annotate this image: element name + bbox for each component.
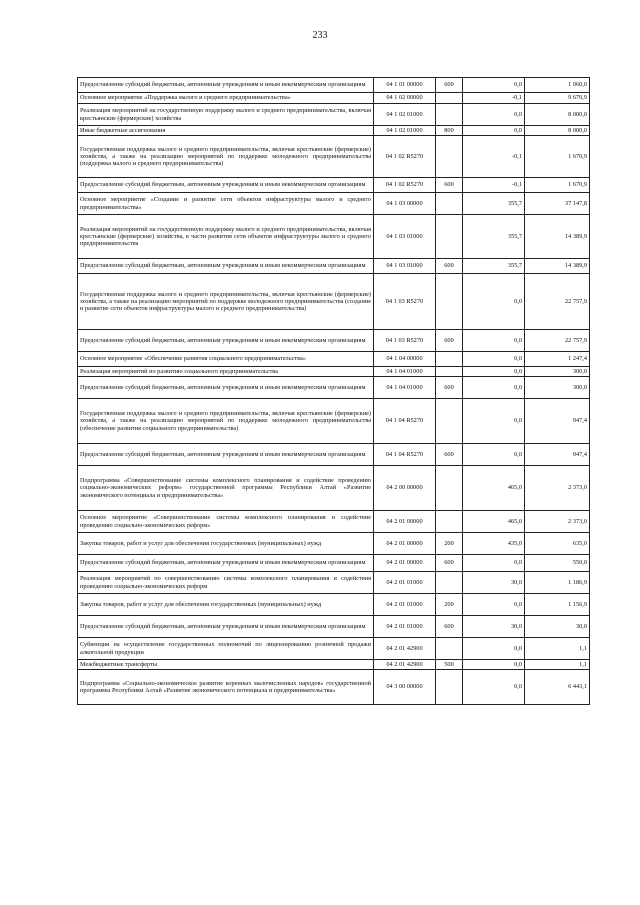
row-expense-type: 800 (436, 126, 463, 136)
row-description: Предоставление субсидий бюджетным, автономным учреждениям и иным некоммерческим организациям (78, 444, 374, 466)
row-change-amount: 355,7 (463, 215, 525, 259)
row-description: Закупка товаров, работ и услуг для обеспечения государственных (муниципальных) нужд (78, 533, 374, 555)
row-change-amount: 0,0 (463, 555, 525, 572)
row-total-amount: 1 060,0 (525, 78, 590, 93)
row-target-code: 04 3 00 00000 (374, 670, 436, 705)
table-row (78, 638, 590, 660)
table-row (78, 399, 590, 444)
table-row (78, 136, 590, 178)
table-row (78, 193, 590, 215)
row-expense-type: 600 (436, 555, 463, 572)
table-row (78, 215, 590, 259)
table-row (78, 444, 590, 466)
row-target-code: 04 1 04 01000 (374, 377, 436, 399)
row-total-amount: 9 670,9 (525, 93, 590, 104)
row-target-code: 04 2 01 01000 (374, 572, 436, 594)
row-description: Реализация мероприятий на государственную поддержку малого и среднего предпринимательства, включая крестьянские (фермерские) хозяйства (78, 104, 374, 126)
row-description: Государственная поддержка малого и среднего предпринимательства, включая крестьянские (фермерские) хозяйства, а также на реализацию мероприятий по поддержке молодежного предпринимательства (обеспечение развития социального предпринимательства) (78, 399, 374, 444)
row-total-amount: 8 000,0 (525, 126, 590, 136)
row-description: Межбюджетные трансферты (78, 660, 374, 670)
row-description: Предоставление субсидий бюджетным, автономным учреждениям и иным некоммерческим организациям (78, 178, 374, 193)
row-change-amount: 0,0 (463, 126, 525, 136)
row-change-amount: 465,0 (463, 511, 525, 533)
row-target-code: 04 1 02 01000 (374, 126, 436, 136)
budget-table-body (78, 78, 590, 705)
row-total-amount: 14 389,9 (525, 215, 590, 259)
row-change-amount: -0,1 (463, 178, 525, 193)
table-row (78, 670, 590, 705)
row-target-code: 04 1 02 00000 (374, 93, 436, 104)
row-target-code: 04 2 01 42900 (374, 660, 436, 670)
table-row (78, 511, 590, 533)
row-expense-type (436, 215, 463, 259)
row-total-amount: 2 373,0 (525, 466, 590, 511)
row-expense-type (436, 399, 463, 444)
row-total-amount: 635,0 (525, 533, 590, 555)
row-target-code: 04 1 02 R5270 (374, 136, 436, 178)
table-row (78, 104, 590, 126)
row-description: Реализация мероприятий на государственную поддержку малого и среднего предпринимательства, включая крестьянские (фермерские) хозяйства, в части развития сети объектов инфраструктуры малого и среднего предпринимательства (78, 215, 374, 259)
row-expense-type: 200 (436, 533, 463, 555)
row-total-amount: 300,0 (525, 367, 590, 377)
table-row (78, 274, 590, 330)
table-row (78, 126, 590, 136)
row-change-amount: -0,1 (463, 93, 525, 104)
row-target-code: 04 1 02 01000 (374, 104, 436, 126)
row-description: Основное мероприятие «Обеспечение развития социального предпринимательства» (78, 352, 374, 367)
row-change-amount: 0,0 (463, 660, 525, 670)
table-row (78, 93, 590, 104)
row-change-amount: 0,0 (463, 274, 525, 330)
row-total-amount: 300,0 (525, 377, 590, 399)
row-target-code: 04 1 03 01000 (374, 259, 436, 274)
row-expense-type: 600 (436, 330, 463, 352)
row-total-amount: 1 247,4 (525, 352, 590, 367)
table-row (78, 533, 590, 555)
row-description: Иные бюджетные ассигнования (78, 126, 374, 136)
row-description: Предоставление субсидий бюджетным, автономным учреждениям и иным некоммерческим организациям (78, 330, 374, 352)
row-expense-type: 500 (436, 660, 463, 670)
table-row (78, 330, 590, 352)
row-expense-type (436, 193, 463, 215)
table-row (78, 259, 590, 274)
row-expense-type: 200 (436, 594, 463, 616)
row-change-amount: 0,0 (463, 377, 525, 399)
row-description: Субвенции на осуществление государственных полномочий по лицензированию розничной продажи алкогольной продукции (78, 638, 374, 660)
row-change-amount: 0,0 (463, 104, 525, 126)
table-row (78, 660, 590, 670)
row-description: Реализация мероприятий по совершенствованию системы комплексного планирования и содействия проведению социально-экономических реформ (78, 572, 374, 594)
row-expense-type: 600 (436, 259, 463, 274)
row-total-amount: 1,1 (525, 638, 590, 660)
row-expense-type: 600 (436, 616, 463, 638)
row-total-amount: 1,1 (525, 660, 590, 670)
row-target-code: 04 1 04 R5270 (374, 444, 436, 466)
row-expense-type (436, 511, 463, 533)
row-description: Закупка товаров, работ и услуг для обеспечения государственных (муниципальных) нужд (78, 594, 374, 616)
row-target-code: 04 2 01 00000 (374, 511, 436, 533)
row-expense-type: 600 (436, 178, 463, 193)
row-description: Подпрограмма «Совершенствование системы комплексного планирования и содействие проведению социально-экономических реформ» государственной программы Республики Алтай «Развитие экономического потенциала и предпринимательства» (78, 466, 374, 511)
row-change-amount: 0,0 (463, 352, 525, 367)
row-change-amount: 30,0 (463, 572, 525, 594)
row-target-code: 04 1 04 R5270 (374, 399, 436, 444)
row-change-amount: 355,7 (463, 193, 525, 215)
row-total-amount: 550,0 (525, 555, 590, 572)
row-change-amount: 435,0 (463, 533, 525, 555)
row-total-amount: 37 147,8 (525, 193, 590, 215)
row-total-amount: 14 389,9 (525, 259, 590, 274)
table-row (78, 178, 590, 193)
row-description: Основное мероприятие «Создание и развитие сети объектов инфраструктуры малого и среднего предпринимательства» (78, 193, 374, 215)
row-total-amount: 1 186,9 (525, 572, 590, 594)
row-target-code: 04 1 01 00000 (374, 78, 436, 93)
row-change-amount: 0,0 (463, 638, 525, 660)
row-total-amount: 22 757,9 (525, 330, 590, 352)
row-description: Предоставление субсидий бюджетным, автономным учреждениям и иным некоммерческим организациям (78, 259, 374, 274)
budget-table (77, 77, 590, 705)
row-total-amount: 2 373,0 (525, 511, 590, 533)
row-expense-type: 600 (436, 78, 463, 93)
row-target-code: 04 2 01 00000 (374, 533, 436, 555)
table-row (78, 555, 590, 572)
row-total-amount: 1 156,9 (525, 594, 590, 616)
row-total-amount: 8 000,0 (525, 104, 590, 126)
row-description: Предоставление субсидий бюджетным, автономным учреждениям и иным некоммерческим организациям (78, 78, 374, 93)
row-description: Предоставление субсидий бюджетным, автономным учреждениям и иным некоммерческим организациям (78, 616, 374, 638)
row-target-code: 04 1 03 R5270 (374, 274, 436, 330)
row-target-code: 04 2 01 01000 (374, 616, 436, 638)
row-total-amount: 1 670,9 (525, 136, 590, 178)
row-target-code: 04 1 03 R5270 (374, 330, 436, 352)
row-target-code: 04 1 03 01000 (374, 215, 436, 259)
row-description: Государственная поддержка малого и среднего предпринимательства, включая крестьянские (фермерские) хозяйства, а также на реализацию мероприятий по поддержке молодежного предпринимательства (поддержка малого и среднего предпринимательства) (78, 136, 374, 178)
row-expense-type: 600 (436, 377, 463, 399)
row-total-amount: 947,4 (525, 399, 590, 444)
row-expense-type: 600 (436, 444, 463, 466)
table-row (78, 78, 590, 93)
row-total-amount: 22 757,9 (525, 274, 590, 330)
row-change-amount: 0,0 (463, 444, 525, 466)
row-expense-type (436, 466, 463, 511)
row-change-amount: 0,0 (463, 367, 525, 377)
row-target-code: 04 2 00 00000 (374, 466, 436, 511)
row-expense-type (436, 136, 463, 178)
row-change-amount: 30,0 (463, 616, 525, 638)
row-expense-type (436, 572, 463, 594)
row-change-amount: 0,0 (463, 670, 525, 705)
row-change-amount: -0,1 (463, 136, 525, 178)
row-target-code: 04 1 04 00000 (374, 352, 436, 367)
row-change-amount: 0,0 (463, 330, 525, 352)
row-target-code: 04 1 02 R5270 (374, 178, 436, 193)
table-row (78, 352, 590, 367)
row-change-amount: 0,0 (463, 399, 525, 444)
row-description: Государственная поддержка малого и среднего предпринимательства, включая крестьянские (фермерские) хозяйства, а также на реализацию мероприятий по поддержке молодежного предпринимательства (создание и развитие сети объектов инфраструктуры малого и среднего предпринимательства) (78, 274, 374, 330)
row-expense-type (436, 274, 463, 330)
row-description: Предоставление субсидий бюджетным, автономным учреждениям и иным некоммерческим организациям (78, 377, 374, 399)
table-row (78, 377, 590, 399)
row-expense-type (436, 352, 463, 367)
page-number: 233 (312, 30, 328, 41)
row-expense-type (436, 367, 463, 377)
row-target-code: 04 2 01 01000 (374, 594, 436, 616)
row-change-amount: 355,7 (463, 259, 525, 274)
row-total-amount: 6 443,1 (525, 670, 590, 705)
table-row (78, 367, 590, 377)
row-description: Реализация мероприятий по развитию социального предпринимательства (78, 367, 374, 377)
row-total-amount: 30,0 (525, 616, 590, 638)
row-expense-type (436, 104, 463, 126)
row-change-amount: 465,0 (463, 466, 525, 511)
row-description: Подпрограмма «Социально-экономическое развитие коренных малочисленных народов» государственной программы Республики Алтай «Развитие экономического потенциала и предпринимательства» (78, 670, 374, 705)
row-expense-type (436, 638, 463, 660)
table-row (78, 572, 590, 594)
row-description: Основное мероприятие «Совершенствование системы комплексного планирования и содействие проведению социально-экономических реформ» (78, 511, 374, 533)
row-description: Основное мероприятие «Поддержка малого и среднего предпринимательства» (78, 93, 374, 104)
row-change-amount: 0,0 (463, 594, 525, 616)
row-change-amount: 0,0 (463, 78, 525, 93)
row-expense-type (436, 670, 463, 705)
table-row (78, 594, 590, 616)
table-row (78, 466, 590, 511)
row-total-amount: 1 670,9 (525, 178, 590, 193)
row-target-code: 04 2 01 42900 (374, 638, 436, 660)
row-expense-type (436, 93, 463, 104)
row-target-code: 04 1 04 01000 (374, 367, 436, 377)
row-total-amount: 947,4 (525, 444, 590, 466)
row-description: Предоставление субсидий бюджетным, автономным учреждениям и иным некоммерческим организациям (78, 555, 374, 572)
row-target-code: 04 2 01 00000 (374, 555, 436, 572)
table-row (78, 616, 590, 638)
row-target-code: 04 1 03 00000 (374, 193, 436, 215)
